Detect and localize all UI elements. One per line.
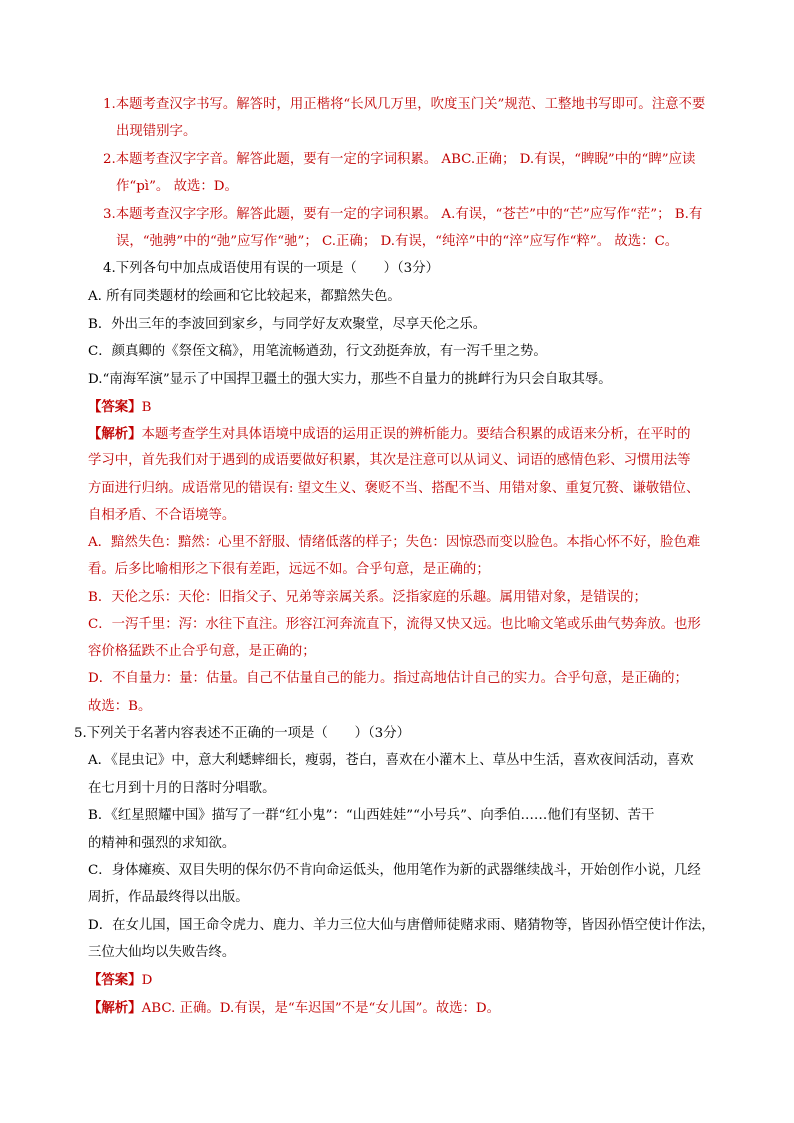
text-line xyxy=(88,698,151,716)
line-text: D xyxy=(141,973,153,988)
text-line xyxy=(88,944,235,962)
line-text: 4.下列各句中加点成语使用有误的一项是（ ）（3分） xyxy=(103,261,439,276)
section-tag: 【解析】 xyxy=(88,426,142,442)
line-text: B．天伦之乐：天伦：旧指父子、兄弟等亲属关系。泛指家庭的乐趣。属用错对象，是错误的； xyxy=(88,590,647,605)
line-text: 2.本题考查汉字字音。解答此题，要有一定的字词积累。 ABC.正确； D.有误，“睥睨”中的“睥”应读 xyxy=(103,152,696,167)
line-text: B．外出三年的李波回到家乡，与同学好友欢聚堂，尽享天伦之乐。 xyxy=(88,317,487,332)
line-text: 5.下列关于名著内容表述不正确的一项是（ ）（3分） xyxy=(74,726,410,741)
line-text: B xyxy=(141,400,152,415)
line-text: 容价格猛跌不止合乎句意，是正确的； xyxy=(88,644,316,659)
text-line xyxy=(88,643,316,661)
line-text: C．颜真卿的《祭侄文稿》，用笔流畅遒劲，行文劲挺奔放，有一泻千里之势。 xyxy=(88,344,547,359)
text-line xyxy=(88,480,699,498)
text-line xyxy=(88,752,694,770)
line-text: B．《红星照耀中国》描写了一群“红小鬼”：“山西娃娃”“小号兵”、向季伯……他们有坚韧、苦干 xyxy=(88,808,655,823)
line-text: 的精神和强烈的求知欲。 xyxy=(88,836,236,851)
text-line xyxy=(88,670,688,688)
text-line xyxy=(103,260,439,278)
line-text: 三位大仙均以失败告终。 xyxy=(88,945,236,960)
line-text: A．黯然失色：黯然：心里不舒服、情绪低落的样子；失色：因惊恐而变以脸色。本指心怀不好，脸色难 xyxy=(88,535,701,550)
text-line xyxy=(74,725,410,743)
text-line xyxy=(88,862,701,880)
line-text: 作“pì”。 故选：D。 xyxy=(116,179,238,194)
text-line xyxy=(88,561,490,579)
text-line xyxy=(88,425,691,444)
line-text: 误，“弛骋”中的“弛”应写作“驰”； C.正确； D.有误，“纯淬”中的“淬”应写作“粹”。 故选：C。 xyxy=(116,234,679,249)
section-tag: 【答案】 xyxy=(88,399,142,415)
text-line xyxy=(88,371,612,389)
text-line xyxy=(103,96,705,114)
line-text: 方面进行归纳。成语常见的错误有: 望文生义、褒贬不当、搭配不当、用错对象、重复冗赘、谦敬错位、 xyxy=(88,481,700,496)
text-line xyxy=(88,807,654,825)
text-line xyxy=(88,452,691,470)
section-tag: 【解析】 xyxy=(88,1000,142,1016)
text-line xyxy=(88,780,275,798)
line-text: 出现错别字。 xyxy=(116,124,197,139)
text-line xyxy=(103,206,702,224)
text-line xyxy=(116,233,678,251)
text-line xyxy=(88,889,249,907)
line-text: D．在女儿国，国王命令虎力、鹿力、羊力三位大仙与唐僧师徒赌求雨、赌猜物等，皆因孙悟空使计作法， xyxy=(88,918,715,933)
line-text: 3.本题考查汉字字形。解答此题，要有一定的字词积累。 A.有误，“苍芒”中的“芒”应写作“茫”； B.有 xyxy=(103,207,703,222)
line-text: C．身体瘫痪、双目失明的保尔仍不肯向命运低头，他用笔作为新的武器继续战斗，开始创作小说，几经 xyxy=(88,863,701,878)
line-text: D.“南海军演”显示了中国捍卫疆土的强大实力，那些不自量力的挑衅行为只会自取其辱。 xyxy=(88,372,612,387)
text-line xyxy=(88,288,401,306)
text-line xyxy=(116,123,196,141)
text-line xyxy=(88,616,701,634)
text-line xyxy=(88,999,500,1018)
text-line xyxy=(88,316,486,334)
text-line xyxy=(116,178,238,196)
line-text: ABC. 正确。D.有误，是“车迟国”不是“女儿国”。故选：D。 xyxy=(141,1001,501,1016)
line-text: 自相矛盾、不合语境等。 xyxy=(88,508,236,523)
line-text: A. 所有同类题材的绘画和它比较起来，都黯然失色。 xyxy=(88,289,401,304)
text-line xyxy=(88,589,647,607)
line-text: 本题考查学生对具体语境中成语的运用正误的辨析能力。要结合积累的成语来分析，在平时的 xyxy=(141,427,691,442)
line-text: D．不自量力：量：估量。自己不估量自己的能力。指过高地估计自己的实力。合乎句意，是正确的； xyxy=(88,671,688,686)
text-line xyxy=(88,534,700,552)
text-line xyxy=(88,835,235,853)
line-text: 1.本题考查汉字书写。解答时，用正楷将“长风几万里，吹度玉门关”规范、工整地书写即可。注意不要 xyxy=(103,97,706,112)
text-line xyxy=(88,343,547,361)
line-text: 故选：B。 xyxy=(88,699,152,714)
line-text: C．一泻千里：泻：水往下直注。形容江河奔流直下，流得又快又远。也比喻文笔或乐曲气势奔放。也形 xyxy=(88,617,701,632)
text-line xyxy=(88,971,152,990)
line-text: 学习中，首先我们对于遇到的成语要做好积累，其次是注意可以从词义、词语的感情色彩、习惯用法等 xyxy=(88,453,691,468)
text-line xyxy=(88,917,715,935)
line-text: A．《昆虫记》中，意大利蟋蟀细长，瘦弱，苍白，喜欢在小灌木上、草丛中生活，喜欢夜间活动，喜欢 xyxy=(88,753,694,768)
text-line xyxy=(88,398,151,417)
line-text: 在七月到十月的日落时分唱歌。 xyxy=(88,781,276,796)
line-text: 看。后多比喻相形之下很有差距，远远不如。合乎句意，是正确的； xyxy=(88,562,490,577)
text-line xyxy=(103,151,695,169)
section-tag: 【答案】 xyxy=(88,972,142,988)
line-text: 周折，作品最终得以出版。 xyxy=(88,890,249,905)
text-line xyxy=(88,507,235,525)
